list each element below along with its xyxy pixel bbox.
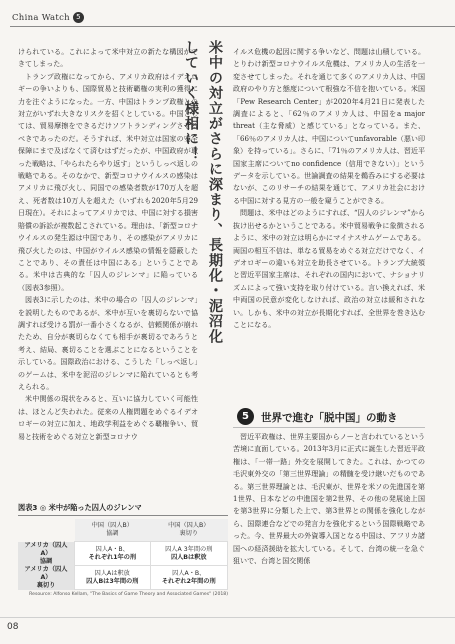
paragraph: トランプ政権になってから、アメリカ政府はイデオロギーの争いよりも、国際貿易と技術覇権の実利の獲得に力を注ぐようになった。一方、中国はトランプ政権との対立がいずれ大きなリスクを招くとしている。中国としては、貿易摩擦をできるだけソフトランディングさせるべきであったのだ。そうすれば、米中対立は国家の安全保障にまで及ばなくて済むはずだったが、中国政府が取った戦略は、「やられたらやり返す」というしっぺ返しの戦略である。そのなかで、新型コロナウイルスの感染はアメリカに飛び火し、同国での感染者数が170万人を超え、死者数は10万人を超えた（いずれも2020年5月29日現在）。それによってアメリカでは、中国に対する損害賠償の訴訟が複数起こされている。理由は、「新型コロナウイルスの発生源は中国であり、その感染がアメリカに飛び火したのは、中国がウイルス感染の情報を隠蔽したことであり、その責任は中国にある」ということである。米中は古典的な「囚人のジレンマ」に陥っている（図表3参照）。 [18,71,198,292]
table-cell [150,566,227,590]
payoff-table [18,519,228,590]
cell-line: それぞれ2年間の刑 [161,577,216,585]
section-title: 世界で進む「脱中国」の動き [261,412,398,424]
table-cell [150,542,227,566]
section-number-badge: 5 [237,408,254,425]
table-row [18,542,228,566]
paragraph: 図表3に示したのは、米中の場合の「囚人のジレンマ」を説明したものであるが、米中が互いを裏切らないで協調すれば受ける罰が一番小さくなるが、信頼関係が崩れたため、自分が裏切らなくても相手が裏切るであろうと考え、結局、裏切ることを選ぶことになるということを示している。国際政治における、こうした「しっぺ返し」のゲームは、米中を泥沼のジレンマに陥れているとも考えられる。 [18,295,198,391]
page-number: 08 [7,622,19,632]
table-cell [75,542,151,566]
header-line: 協調 [39,557,53,565]
figure-source: Resource: Alfonso Kellam, "The Basics of Game Theory and Associated Games" (2018) [29,592,228,597]
magazine-title-text: China Watch [12,13,70,23]
header-line: 協調 [106,530,119,537]
paragraph: けられている。これによって米中対立の新たな構図ができてしまった。 [18,47,198,69]
header-line: 中国（囚人B） [168,522,210,529]
cell-line: 囚人Bは3年間の刑 [86,577,139,585]
paragraph: イルス危機の起因に関する争いなど、問題は山積している。とりわけ新型コロナウイルス危機は、アメリカ人の生活を一変させてしまった。それを通じて多くのアメリカ人は、中国政府のやり方と態度について根強な不信を抱いている。米国「Pew Research Center」が2020年4月21日に発表した調査によると、「62％のアメリカ人は、中国をa major threat（主な脅威）と感じている」となっている。また、「66％のアメリカ人は、中国についてunfavorable（悪い印象）を持っている」。さらに、「71％のアメリカ人は、習近平国家主席についてno confidence（信用できない）」というデータを示している。世論調査の結果を鵜呑みにする必要はないが、このリサーチの結果を通じて、アメリカ社会における中国に対する見方の一般を窺うことができる。 [233,47,425,205]
table-cell [75,566,151,590]
cell-line: 囚人A・B、 [95,545,129,553]
cell-line: 囚人Bは釈放 [170,553,207,561]
footer-divider [0,617,455,618]
paragraph: 問題は、米中はどのようにすれば、“囚人のジレンマ”から抜け出せるかということである。米中貿易戦争に象徴されるように、米中の対立は明らかにマイナスサムゲームである。両国の相互不信は、単なる貿易をめぐる対立だけでなく、イデオロギーの違いも対立を助長させている。トランプ大統領と習近平国家主席は、それぞれの国内において、ナショナリズムによって強い支持を取り付けている。言い換えれば、米中両国の民意が変化しなければ、政治の対立は緩和されない。しかも、米中の対立が長期化すれば、全世界を巻き込むことになる。 [233,208,425,329]
header-line: 中国（囚人B） [91,522,133,529]
paragraph: 習近平政権は、世界主要国からノーと言われているという苦境に直面している。2013年3月に正式に誕生した習近平政権は、「一帯一路」外交を展開してきた。これは、かつての毛沢東外交の「第三世界理論」の精髄を受け継いだものである。第三世界理論とは、毛沢東が、世界を米ソの先進国を第1世界、日本などの中進国を第2世界、その他の発展途上国を第3世界に分類した上で、第3世界との関係を強化しながら、国際連合などでの発言力を強化するという国際戦略であった。今、世界最大の外資導入国となる中国は、アフリカ諸国への経済援助を拡大している。そして、台湾の統一を急ぐ狙いで、台湾と国交関係 [233,432,425,566]
magazine-title [12,12,84,23]
header-divider [10,26,455,27]
page-header [0,0,455,34]
row-header [18,542,75,566]
vertical-headline: 米中の対立がさらに深まり、長期化・泥沼化していく様相に！ [183,40,223,344]
table-header-row [18,519,228,542]
issue-badge: 5 [73,12,84,23]
figure-title: 図表3 ◎ 米中が陥った囚人のジレンマ [18,503,228,516]
cell-line: 囚人A 3年間の刑 [165,545,213,553]
cell-line: それぞれ1年の刑 [88,553,137,561]
row-header [18,566,75,590]
table-corner [18,519,75,542]
column-header [75,519,151,542]
section-body [233,431,425,567]
right-column [233,46,425,331]
left-column [18,46,198,443]
section-heading [233,409,425,428]
cell-line: 囚人Aは釈放 [94,569,130,577]
header-line: アメリカ（囚人A） [24,565,68,581]
figure-prisoners-dilemma [18,503,228,597]
header-line: アメリカ（囚人A） [24,541,68,557]
table-row [18,566,228,590]
cell-line: 囚人A・B、 [172,569,206,577]
paragraph: 米中関係の現状をみると、互いに協力していく可能性は、ほとんど失われた。従来の人権問題をめぐるイデオロギーの対立に加え、地政学利益をめぐる覇権争い、貿易と技術をめぐる対立と新型コロナウ [18,394,198,441]
column-header [150,519,227,542]
header-line: 裏切り [36,581,56,589]
header-line: 裏切り [179,530,199,537]
